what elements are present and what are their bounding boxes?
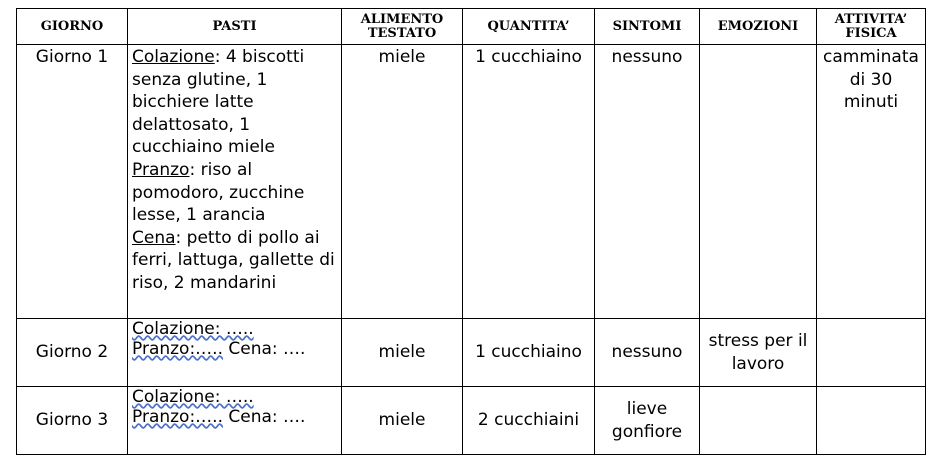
header-symptoms: SINTOMI <box>595 9 700 45</box>
activity-cell <box>817 387 926 455</box>
emotions-cell <box>700 387 817 455</box>
lunch-label: Pranzo <box>132 159 190 180</box>
symptoms-cell: nessuno <box>595 45 700 319</box>
meals-cell <box>128 387 342 455</box>
dinner-text: Cena: …. <box>223 407 306 427</box>
food-diary-table <box>16 8 926 455</box>
symptoms-cell: nessuno <box>595 319 700 387</box>
emotions-cell: stress per il lavoro <box>700 319 817 387</box>
breakfast-text: Colazione: ….. <box>132 387 254 407</box>
header-row <box>17 9 926 45</box>
day-cell: Giorno 2 <box>17 319 128 387</box>
lunch-text: : riso al pomodoro, zucchine lesse, 1 arancia <box>132 159 305 226</box>
quantity-cell: 2 cucchiaini <box>463 387 595 455</box>
breakfast-label: Colazione <box>132 47 215 67</box>
activity-cell: camminata di 30 minuti <box>817 45 926 319</box>
header-day: GIORNO <box>17 9 128 45</box>
lunch-text: Pranzo:….. <box>132 407 223 427</box>
quantity-cell: 1 cucchiaino <box>463 45 595 319</box>
meals-cell <box>128 45 342 319</box>
breakfast-text: : 4 biscotti senza glutine, 1 bicchiere latte delattosato, 1 cucchiaino miele <box>132 47 305 158</box>
header-emotions: EMOZIONI <box>700 9 817 45</box>
dinner-text: : petto di pollo ai ferri, lattuga, gallette di riso, 2 mandarini <box>132 227 335 293</box>
food-cell: miele <box>342 319 463 387</box>
dinner-text: Cena: …. <box>223 339 306 359</box>
day-cell: Giorno 1 <box>17 45 128 319</box>
header-meals: PASTI <box>128 9 342 45</box>
breakfast-text: Colazione: ….. <box>132 319 254 339</box>
food-cell: miele <box>342 45 463 319</box>
dinner-label: Cena <box>132 227 176 248</box>
food-cell: miele <box>342 387 463 455</box>
day-cell: Giorno 3 <box>17 387 128 455</box>
header-activity: ATTIVITA’ FISICA <box>817 9 926 45</box>
meals-cell <box>128 319 342 387</box>
lunch-text: Pranzo:….. <box>132 339 223 359</box>
quantity-cell: 1 cucchiaino <box>463 319 595 387</box>
table-row <box>17 319 926 387</box>
activity-cell <box>817 319 926 387</box>
symptoms-cell: lieve gonfiore <box>595 387 700 455</box>
table-row <box>17 45 926 319</box>
header-food: ALIMENTO TESTATO <box>342 9 463 45</box>
table-row <box>17 387 926 455</box>
emotions-cell <box>700 45 817 319</box>
header-quantity: QUANTITA’ <box>463 9 595 45</box>
